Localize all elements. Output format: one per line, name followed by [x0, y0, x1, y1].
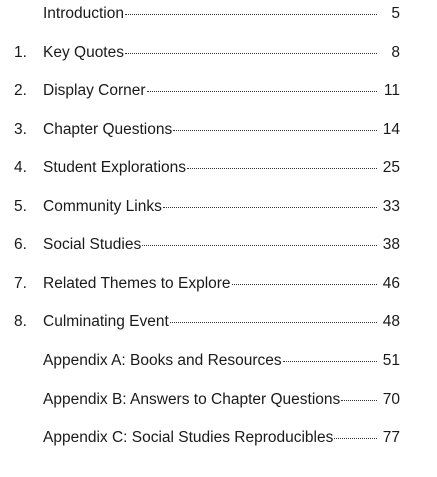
toc-entry-introduction	[0, 2, 437, 26]
toc-entry-page: 77	[382, 429, 400, 446]
toc-entry-page: 51	[382, 352, 400, 369]
dot-leader	[147, 90, 377, 92]
dot-leader	[341, 399, 377, 401]
dot-leader	[173, 129, 377, 131]
toc-entry-community-links	[0, 195, 437, 219]
toc-entry-number: 5.	[14, 198, 27, 215]
toc-entry-page: 33	[382, 198, 400, 215]
toc-entry-number: 4.	[14, 159, 27, 176]
toc-entry-number: 8.	[14, 313, 27, 330]
toc-entry-number: 1.	[14, 44, 27, 61]
toc-entry-page: 46	[382, 275, 400, 292]
toc-entry-appendix-a	[0, 349, 437, 373]
toc-entry-title: Appendix C: Social Studies Reproducibles	[43, 429, 334, 446]
toc-entry-social-studies	[0, 233, 437, 257]
toc-entry-appendix-b	[0, 388, 437, 412]
toc-entry-page: 70	[382, 391, 400, 408]
toc-entry-title: Chapter Questions	[43, 121, 173, 138]
toc-entry-title: Social Studies	[43, 236, 142, 253]
toc-entry-page: 5	[391, 5, 400, 22]
dot-leader	[142, 244, 377, 246]
toc-entry-title: Culminating Event	[43, 313, 169, 330]
toc-entry-title: Introduction	[43, 5, 124, 22]
toc-entry-display-corner	[0, 79, 437, 103]
toc-entry-number: 3.	[14, 121, 27, 138]
toc-entry-related-themes	[0, 272, 437, 296]
toc-entry-student-explorations	[0, 156, 437, 180]
toc-entry-culminating-event	[0, 310, 437, 334]
dot-leader	[334, 437, 377, 439]
toc-entry-page: 38	[382, 236, 400, 253]
toc-entry-number: 2.	[14, 82, 27, 99]
toc-entry-title: Appendix A: Books and Resources	[43, 352, 282, 369]
toc-entry-title: Student Explorations	[43, 159, 187, 176]
toc-entry-title: Appendix B: Answers to Chapter Questions	[43, 391, 341, 408]
toc-entry-page: 8	[391, 44, 400, 61]
toc-entry-page: 11	[383, 82, 400, 99]
toc-entry-appendix-c	[0, 426, 437, 450]
toc-entry-page: 25	[382, 159, 400, 176]
toc-entry-title: Community Links	[43, 198, 162, 215]
dot-leader	[283, 360, 377, 362]
dot-leader	[125, 52, 377, 54]
toc-entry-key-quotes	[0, 41, 437, 65]
toc-entry-number: 6.	[14, 236, 27, 253]
toc-entry-title: Related Themes to Explore	[43, 275, 231, 292]
dot-leader	[187, 167, 377, 169]
toc-entry-title: Key Quotes	[43, 44, 124, 61]
toc-entry-page: 14	[382, 121, 400, 138]
dot-leader	[163, 206, 377, 208]
dot-leader	[125, 13, 377, 15]
dot-leader	[232, 283, 377, 285]
dot-leader	[170, 321, 377, 323]
toc-entry-number: 7.	[14, 275, 27, 292]
toc-entry-chapter-questions	[0, 118, 437, 142]
toc-entry-page: 48	[382, 313, 400, 330]
toc-entry-title: Display Corner	[43, 82, 146, 99]
